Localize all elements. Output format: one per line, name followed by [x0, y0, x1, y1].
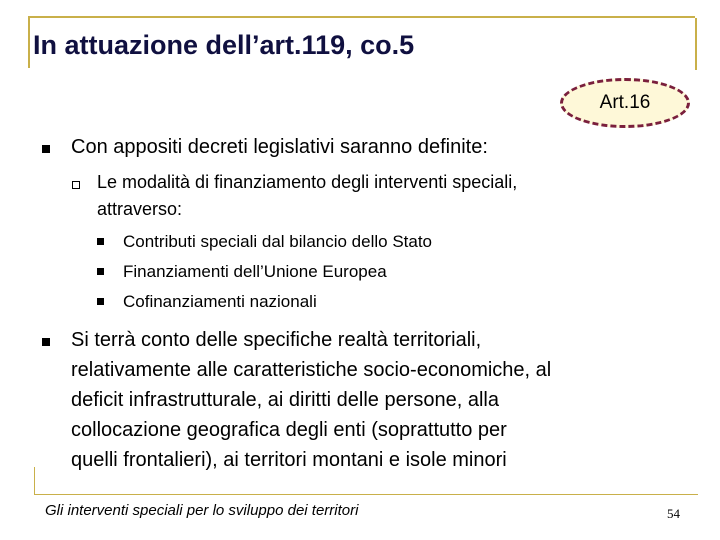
list-item: Cofinanziamenti nazionali [123, 292, 317, 311]
footer-frame-edge [34, 467, 35, 494]
bullet-text-line: relativamente alle caratteristiche socio-economiche, al [71, 359, 552, 381]
bullet-text-line: quelli frontalieri), ai territori montani e isole minori [71, 449, 507, 471]
sub-bullet-text-line2: attraverso: [97, 199, 183, 219]
bullet-square-icon [97, 298, 104, 305]
bullet-square-icon [97, 268, 104, 275]
slide-title: In attuazione dell’art.119, co.5 [33, 30, 415, 60]
list-item: Contributi speciali dal bilancio dello Stato [123, 232, 433, 251]
bullet-text: Con appositi decreti legislativi saranno definite: [71, 136, 488, 158]
bullet-text-line: collocazione geografica degli enti (soprattutto per [71, 419, 507, 441]
footer-divider [34, 494, 698, 495]
bullet-square-icon [97, 238, 104, 245]
page-number: 54 [667, 506, 680, 521]
article-badge [560, 78, 690, 128]
bullet-square-icon [42, 145, 50, 153]
sub-bullet-text-line1: Le modalità di finanziamento degli interventi speciali, [97, 172, 518, 192]
bullet-square-icon [42, 338, 50, 346]
article-badge-label: Art.16 [599, 92, 651, 113]
hollow-square-bullet-icon [72, 181, 80, 189]
footer-text: Gli interventi speciali per lo sviluppo dei territori [45, 502, 359, 519]
bullet-text-line: Si terrà conto delle specifiche realtà territoriali, [71, 329, 482, 351]
bullet-text-line: deficit infrastrutturale, ai diritti delle persone, alla [71, 389, 499, 411]
list-item: Finanziamenti dell’Unione Europea [123, 262, 387, 281]
